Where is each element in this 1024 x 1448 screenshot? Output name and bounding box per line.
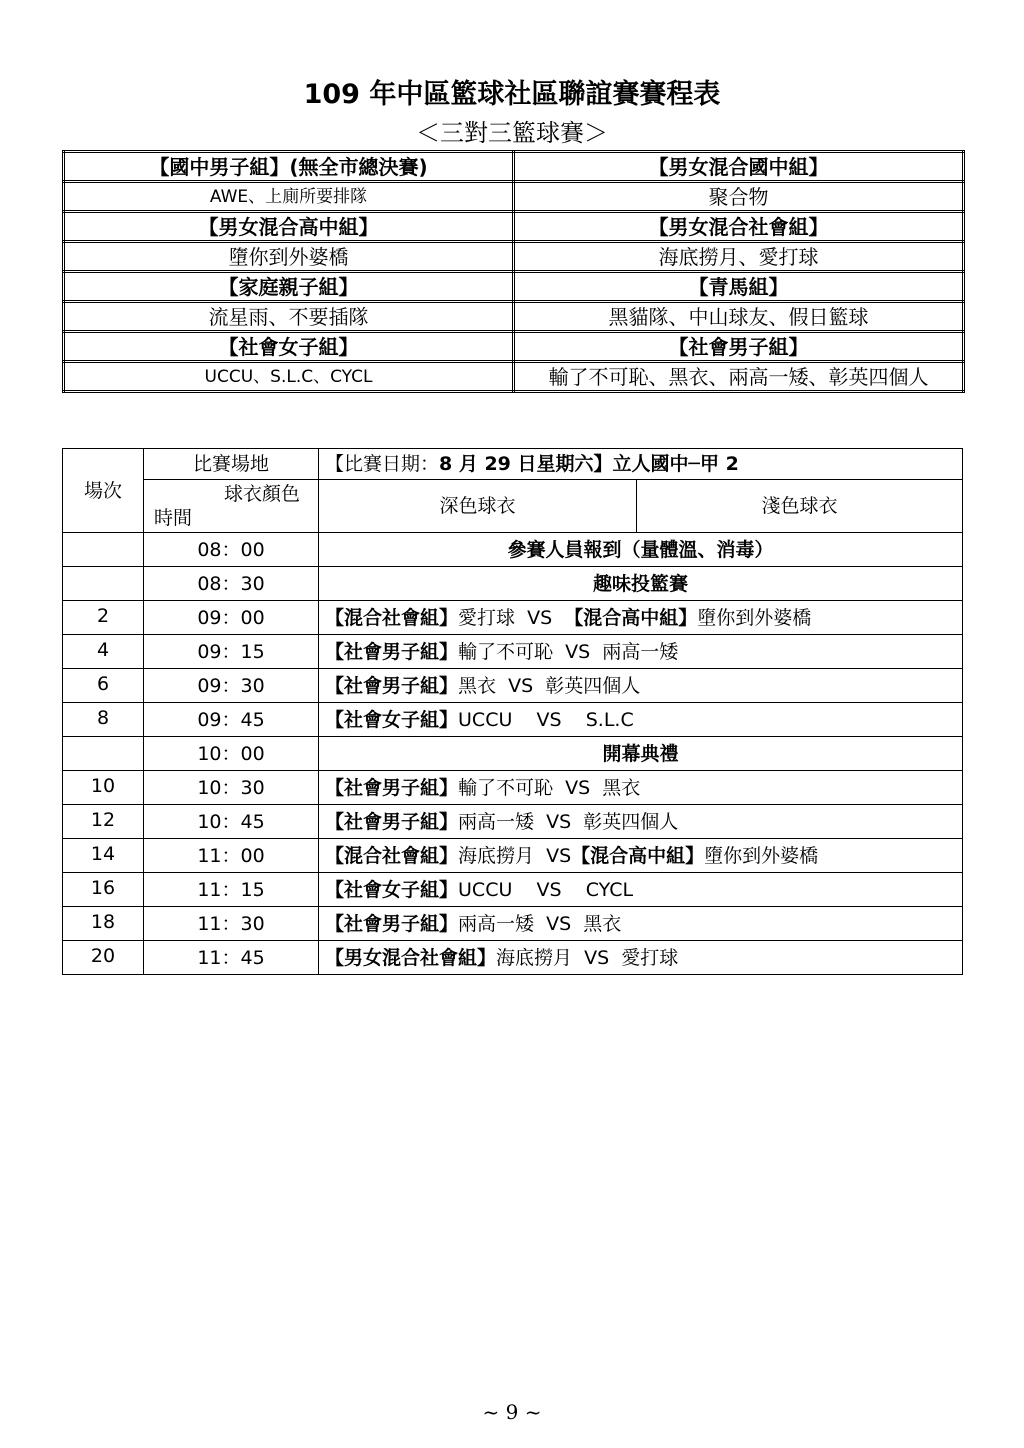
match-time: 09：30 [144,669,319,703]
schedule-row [63,601,963,635]
light-jersey-header: 淺色球衣 [637,480,963,533]
event-label: 參賽人員報到（量體溫、消毒） [319,533,963,567]
match-time: 09：00 [144,601,319,635]
group-teams: 黑貓隊、中山球友、假日籃球 [514,302,964,332]
matchup-group: 【社會女子組】 [325,878,459,901]
group-teams: 海底撈月、愛打球 [514,242,964,272]
matchup-group: 【社會男子組】 [325,776,459,799]
group-name: 【國中男子組】(無全市總決賽) [64,152,514,182]
match-number: 20 [63,941,144,975]
group-teams-row [64,242,964,272]
matchup-teams: 墮你到外婆橋 [704,844,819,867]
group-teams-row [64,182,964,212]
matchup-group: 【混合高中組】 [564,606,698,629]
group-teams: AWE、上廁所要排隊 [64,182,514,212]
group-teams: UCCU、S.L.C、CYCL [64,362,514,392]
schedule-row [63,669,963,703]
matchup-group: 【社會女子組】 [325,708,459,731]
dark-jersey-header: 深色球衣 [319,480,637,533]
group-name-row [64,332,964,362]
match-time: 11：00 [144,839,319,873]
match-time: 08：00 [144,533,319,567]
matchup-group: 【社會男子組】 [325,674,459,697]
match-time: 09：45 [144,703,319,737]
match-number: 6 [63,669,144,703]
col-jersey-label: 球衣顏色 [223,483,300,505]
matchup-group: 【社會男子組】 [325,912,459,935]
matchup-group: 【社會男子組】 [325,810,459,833]
group-name: 【男女混合社會組】 [514,212,964,242]
match-time: 11：15 [144,873,319,907]
match-number: 16 [63,873,144,907]
matchup-group: 【男女混合社會組】 [325,946,497,969]
match-time: 10：45 [144,805,319,839]
match-time: 11：45 [144,941,319,975]
group-name-row [64,272,964,302]
group-name: 【男女混合國中組】 [514,152,964,182]
col-time-label: 時間 [154,507,193,529]
schedule-row [63,907,963,941]
match-time: 08：30 [144,567,319,601]
matchup [319,941,963,975]
schedule-row [63,567,963,601]
group-name-row [64,212,964,242]
page-number: ~ 9 ~ [482,1400,542,1424]
matchup-group: 【混合高中組】 [571,844,705,867]
matchup-teams: 兩高一矮 VS 彰英四個人 [458,810,679,833]
match-time: 09：15 [144,635,319,669]
group-teams-row [64,362,964,392]
jersey-time-header [144,480,319,533]
group-name: 【社會女子組】 [64,332,514,362]
matchup-group: 【混合社會組】 [325,606,459,629]
schedule-row [63,703,963,737]
schedule-row [63,533,963,567]
schedule-row [63,635,963,669]
matchup-teams: 海底撈月 VS 愛打球 [496,946,679,969]
matchup-group: 【混合社會組】 [325,844,459,867]
col-venue-header: 比賽場地 [144,449,319,480]
matchup-teams: UCCU VS CYCL [458,878,634,901]
group-name-row [64,152,964,182]
schedule-row [63,737,963,771]
page-title: 109 年中區籃球社區聯誼賽賽程表 [303,79,721,110]
schedule-header-row-2 [63,480,963,533]
match-number: 2 [63,601,144,635]
match-number [63,533,144,567]
matchup-group: 【社會男子組】 [325,640,459,663]
matchup-teams: 兩高一矮 VS 黑衣 [458,912,622,935]
schedule-row [63,839,963,873]
date-venue-text: 8 月 29 日星期六】立人國中─甲 2 [439,453,739,475]
schedule-row [63,873,963,907]
matchup-teams: 海底撈月 VS [458,844,572,867]
matchup [319,873,963,907]
matchup-teams: 輸了不可恥 VS 黑衣 [458,776,641,799]
date-venue-cell [319,449,963,480]
match-number: 8 [63,703,144,737]
matchup [319,635,963,669]
event-label: 趣味投籃賽 [319,567,963,601]
match-time: 10：00 [144,737,319,771]
match-time: 11：30 [144,907,319,941]
match-number: 12 [63,805,144,839]
group-name: 【社會男子組】 [514,332,964,362]
match-number [63,737,144,771]
date-label: 【比賽日期： [325,453,440,475]
page-subtitle: ＜三對三籃球賽＞ [416,119,608,147]
groups-table [62,150,965,393]
group-teams: 輸了不可恥、黑衣、兩高一矮、彰英四個人 [514,362,964,392]
match-number: 14 [63,839,144,873]
group-name: 【男女混合高中組】 [64,212,514,242]
matchup [319,907,963,941]
group-name: 【家庭親子組】 [64,272,514,302]
matchup [319,703,963,737]
matchup [319,805,963,839]
matchup-teams: UCCU VS S.L.C [458,708,634,731]
matchup-teams: 愛打球 VS [458,606,565,629]
matchup [319,771,963,805]
matchup [319,669,963,703]
schedule-row [63,805,963,839]
matchup-teams: 墮你到外婆橋 [697,606,812,629]
group-name: 【青馬組】 [514,272,964,302]
group-teams: 聚合物 [514,182,964,212]
match-number [63,567,144,601]
col-match-header: 場次 [63,449,144,533]
match-number: 18 [63,907,144,941]
group-teams-row [64,302,964,332]
match-number: 10 [63,771,144,805]
schedule-table [62,448,963,975]
matchup-teams: 輸了不可恥 VS 兩高一矮 [458,640,679,663]
match-number: 4 [63,635,144,669]
schedule-row [63,771,963,805]
matchup [319,839,963,873]
schedule-header-row-1 [63,449,963,480]
group-teams: 墮你到外婆橋 [64,242,514,272]
matchup [319,601,963,635]
event-label: 開幕典禮 [319,737,963,771]
match-time: 10：30 [144,771,319,805]
matchup-teams: 黑衣 VS 彰英四個人 [458,674,641,697]
schedule-row [63,941,963,975]
group-teams: 流星雨、不要插隊 [64,302,514,332]
